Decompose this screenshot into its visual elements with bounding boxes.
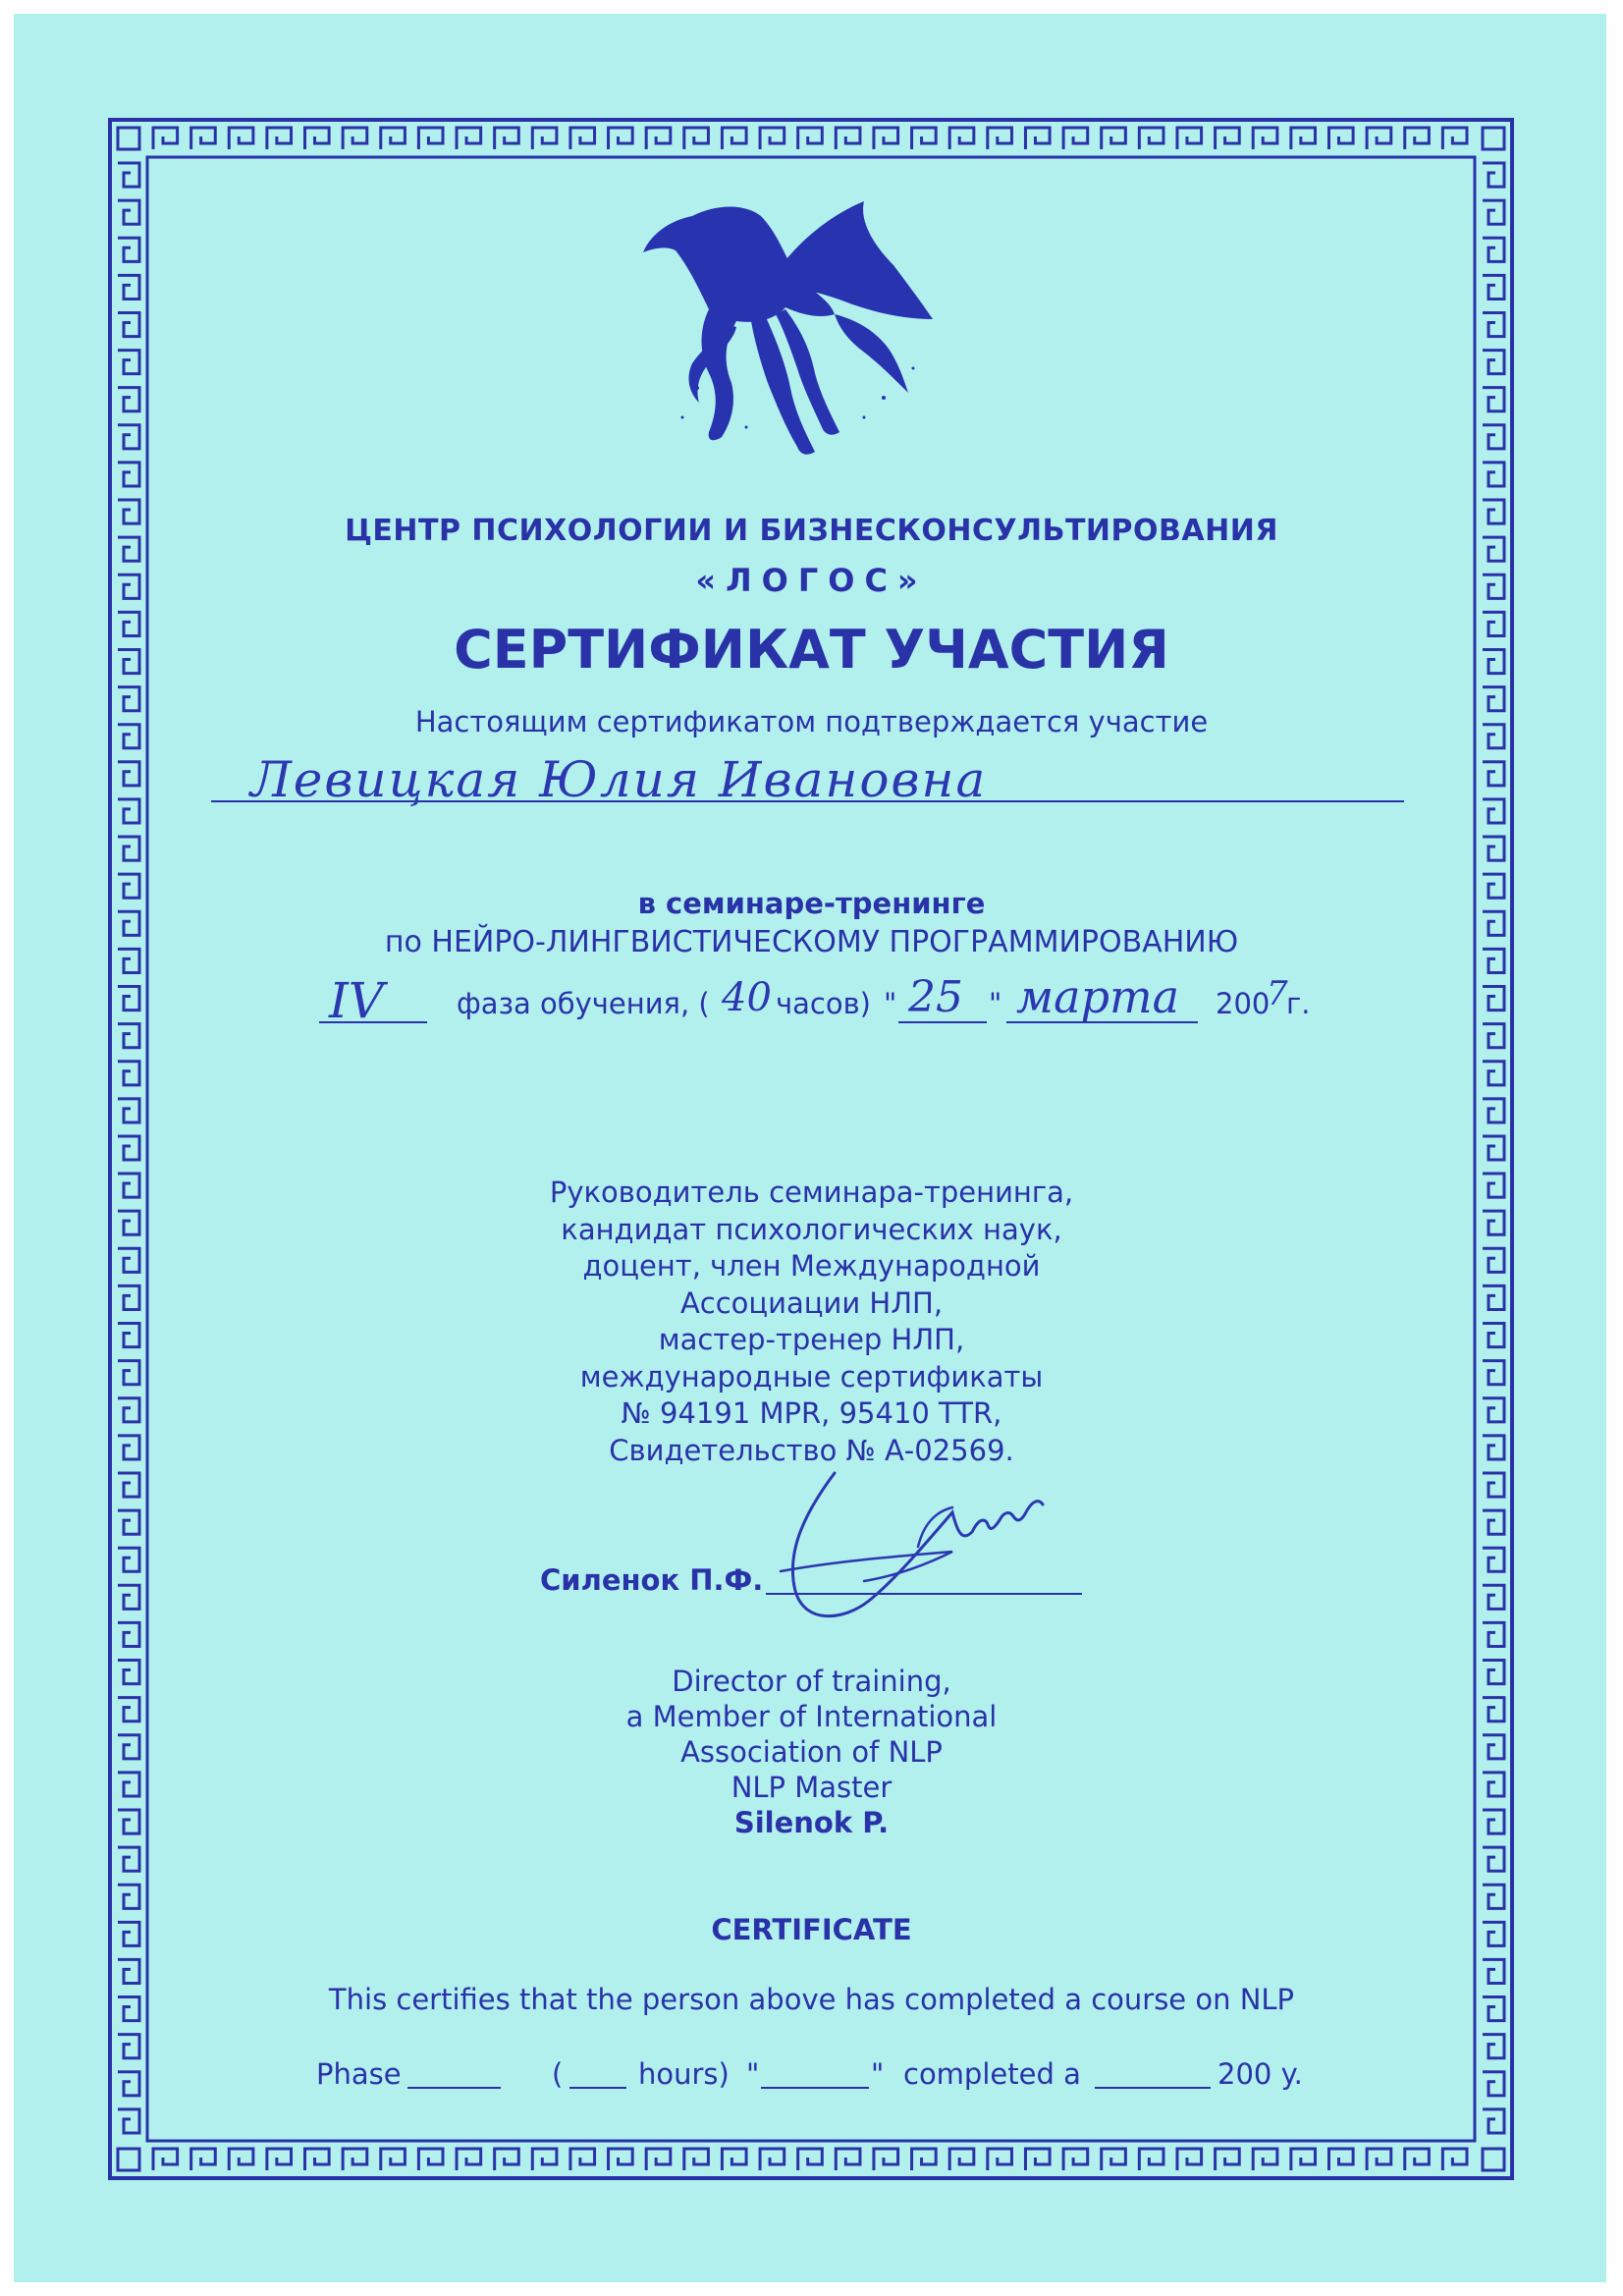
phase-value: IV [329, 972, 384, 1029]
date-quote-open-en: " [746, 2057, 760, 2091]
credential-line: Свидетельство № А-02569. [609, 1433, 1014, 1467]
credential-line: Ассоциации НЛП, [679, 1285, 944, 1320]
month-blank-en [1095, 2087, 1211, 2089]
hours-label-en: hours) [638, 2057, 730, 2091]
year-suffix: г. [1286, 987, 1311, 1020]
intro-text: Настоящим сертификатом подтверждается участие [414, 705, 1209, 738]
date-quote-close-en: " [871, 2057, 885, 2091]
month-value: марта [1016, 970, 1180, 1023]
seminar-label: в семинаре-тренинге [637, 887, 986, 920]
org-brand: «ЛОГОС» [695, 562, 928, 599]
hours-value: 40 [722, 975, 772, 1020]
day-value: 25 [908, 972, 963, 1022]
pegasus-logo [638, 191, 962, 476]
seminar-topic: по НЕЙРО-ЛИНГВИСТИЧЕСКОМУ ПРОГРАММИРОВАНИЮ [384, 925, 1239, 959]
year-prefix: 200 [1216, 987, 1271, 1020]
phase-blank-en [407, 2087, 501, 2089]
certificate-heading-en: CERTIFICATE [711, 1913, 912, 1946]
phase-label-en: Phase [316, 2057, 402, 2091]
day-quote-close: " [989, 987, 1002, 1020]
credential-line: доцент, член Международной [582, 1249, 1041, 1283]
credential-line: № 94191 MPR, 95410 TTR, [621, 1396, 1002, 1430]
credential-line: мастер-тренер НЛП, [658, 1323, 965, 1356]
participant-name: Левицкая Юлия Ивановна [250, 751, 988, 808]
hours-text: часов) [776, 987, 871, 1020]
year-digit: 7 [1267, 974, 1288, 1013]
credential-line-en: a Member of International [625, 1700, 998, 1733]
phase-text: фаза обучения, ( [457, 987, 710, 1020]
org-name: ЦЕНТР ПСИХОЛОГИИ И БИЗНЕСКОНСУЛЬТИРОВАНИЯ [345, 514, 1278, 548]
credential-line: Руководитель семинара-тренинга, [549, 1175, 1074, 1209]
credential-line: кандидат психологических наук, [561, 1212, 1062, 1246]
signature [776, 1453, 1070, 1640]
page-title: СЕРТИФИКАТ УЧАСТИЯ [454, 619, 1169, 681]
hours-blank-en [569, 2087, 626, 2089]
leader-credentials-en [0, 1664, 1623, 1840]
certificate-statement-en: This certifies that the person above has completed a course on NLP [328, 1983, 1295, 2016]
day-quote-open: " [884, 987, 897, 1020]
date-blank-en [761, 2087, 869, 2089]
year-label-en: 200 y. [1217, 2057, 1303, 2091]
credential-line-en: NLP Master [730, 1771, 893, 1804]
signatory-en: Silenok P. [733, 1806, 890, 1839]
completed-label-en: completed a [903, 2057, 1081, 2091]
hours-open-en: ( [552, 2057, 564, 2091]
leader-credentials-ru [0, 1175, 1623, 1469]
credential-line: международные сертификаты [579, 1359, 1044, 1394]
credential-line-en: Director of training, [672, 1665, 951, 1698]
signatory-ru: Силенок П.Ф. [540, 1563, 764, 1597]
credential-line-en: Association of NLP [680, 1735, 943, 1769]
